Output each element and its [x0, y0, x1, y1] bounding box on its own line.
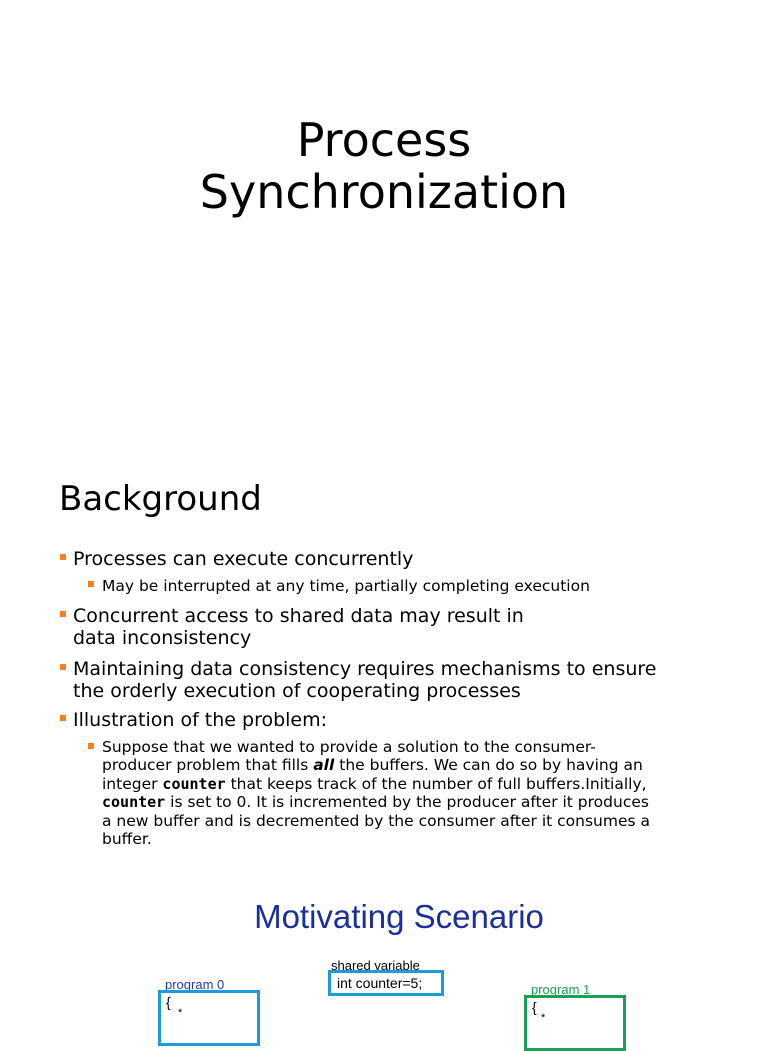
- program-1-label: program 1: [531, 982, 591, 997]
- bullet-marker-icon: [60, 715, 66, 721]
- program-0-star: *: [178, 1007, 183, 1019]
- sub-bullet-paragraph: [102, 738, 749, 849]
- paragraph-line: buffer.: [102, 830, 152, 848]
- bullet-text-line: data inconsistency: [73, 626, 252, 649]
- slide-title: [0, 114, 768, 218]
- shared-variable-code: int counter=5;: [337, 975, 423, 991]
- bullet-text: Illustration of the problem:: [73, 708, 328, 731]
- program-0-box: [158, 990, 260, 1046]
- bullet-text-line: Concurrent access to shared data may result in: [73, 604, 524, 627]
- paragraph-line: a new buffer and is decremented by the consumer after it consumes a: [102, 811, 651, 830]
- sub-bullet-text: May be interrupted at any time, partially completing execution: [102, 577, 590, 595]
- bullet-text: Processes can execute concurrently: [73, 548, 414, 570]
- bullet-marker-icon: [88, 743, 94, 749]
- sub-bullet-item: [59, 738, 749, 849]
- bullet-text-line: Maintaining data consistency requires mechanisms to ensure: [73, 657, 657, 680]
- paragraph-text: the buffers. We can do so by having an: [334, 756, 643, 774]
- paragraph-text: that keeps track of the number of full buffers.Initially,: [225, 774, 647, 793]
- scenario-title: Motivating Scenario: [254, 898, 544, 935]
- bullet-marker-icon: [60, 554, 66, 560]
- program-0-brace: {: [166, 994, 171, 1010]
- program-1-box: [524, 995, 626, 1051]
- bullet-list: [59, 548, 749, 849]
- program-1-star: *: [541, 1012, 546, 1024]
- bullet-item: [59, 709, 749, 731]
- shared-variable-label: shared variable: [331, 958, 420, 973]
- code-term: counter: [162, 774, 226, 793]
- bullet-item: [59, 658, 749, 702]
- shared-variable-box: [328, 970, 444, 996]
- slide-title-line-2: Synchronization: [199, 165, 569, 219]
- bullet-item: [59, 548, 749, 570]
- section-heading: Background: [59, 479, 262, 519]
- paragraph-line: Suppose that we wanted to provide a solution to the consumer-: [102, 737, 596, 756]
- bullet-marker-icon: [88, 581, 94, 587]
- slide-title-line-1: Process: [296, 113, 472, 167]
- program-1-brace: {: [532, 999, 537, 1015]
- code-term: counter: [102, 793, 166, 811]
- emphasis-text: all: [313, 756, 335, 774]
- paragraph-text: is set to 0. It is incremented by the producer after it produces: [165, 793, 649, 811]
- paragraph-text: integer: [102, 774, 163, 793]
- program-0-label: program 0: [165, 977, 225, 992]
- bullet-marker-icon: [60, 611, 66, 617]
- bullet-marker-icon: [60, 664, 66, 670]
- bullet-text-line: the orderly execution of cooperating processes: [73, 679, 521, 702]
- bullet-item: [59, 605, 749, 649]
- sub-bullet-item: [59, 576, 749, 596]
- paragraph-text: producer problem that fills: [102, 756, 314, 774]
